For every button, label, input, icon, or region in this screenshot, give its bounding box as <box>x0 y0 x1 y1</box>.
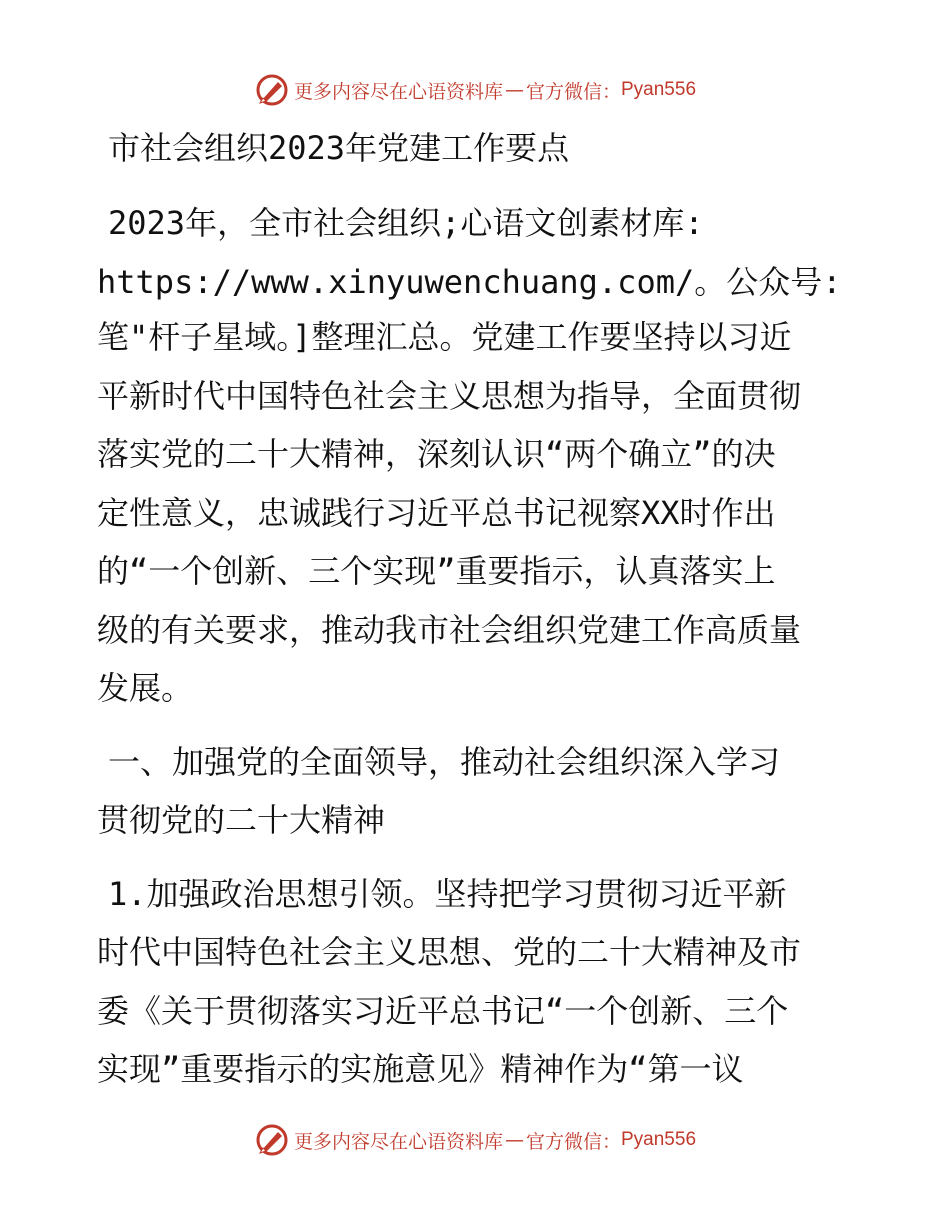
intro-line: 定性意义，忠诚践行习近平总书记视察XX时作出 <box>97 494 776 532</box>
watermark-separator: — <box>504 79 524 101</box>
intro-line: 落实党的二十大精神，深刻认识“两个确立”的决 <box>97 435 776 473</box>
document-title: 市社会组织2023年党建工作要点 <box>108 129 570 167</box>
item-line: 委《关于贯彻落实习近平总书记“一个创新、三个 <box>97 992 789 1030</box>
pen-circle-logo-icon <box>254 72 290 108</box>
section-heading: 一、加强党的全面领导，推动社会组织深入学习 <box>108 743 781 781</box>
section-heading: 贯彻党的二十大精神 <box>97 801 386 839</box>
pen-circle-logo-icon <box>254 1122 290 1158</box>
intro-line: 2023年，全市社会组织;心语文创素材库: <box>108 204 704 242</box>
intro-line: 的“一个创新、三个实现”重要指示，认真落实上 <box>97 552 776 590</box>
watermark-official: 官方微信： <box>525 1130 621 1153</box>
intro-line: 级的有关要求，推动我市社会组织党建工作高质量 <box>97 611 802 649</box>
watermark-id: Pyan556 <box>621 79 697 100</box>
intro-line: 平新时代中国特色社会主义思想为指导，全面贯彻 <box>97 377 802 415</box>
watermark-id: Pyan556 <box>621 1129 697 1150</box>
item-line: 1.加强政治思想引领。坚持把学习贯彻习近平新 <box>108 875 787 913</box>
watermark-official: 官方微信： <box>525 80 621 103</box>
watermark-banner-top <box>0 70 950 110</box>
item-line: 时代中国特色社会主义思想、党的二十大精神及市 <box>97 933 802 971</box>
watermark-separator: — <box>504 1129 524 1151</box>
intro-line: https://www.xinyuwenchuang.com/。公众号: <box>97 263 842 301</box>
watermark-banner-bottom <box>0 1120 950 1160</box>
watermark-text: 更多内容尽在心语资料库 <box>293 80 503 103</box>
item-line: 实现”重要指示的实施意见》精神作为“第一议 <box>97 1050 744 1088</box>
watermark-text: 更多内容尽在心语资料库 <box>293 1130 503 1153</box>
intro-line: 笔"杆子星域。]整理汇总。党建工作要坚持以习近 <box>97 318 792 356</box>
intro-line: 发展。 <box>97 669 194 707</box>
